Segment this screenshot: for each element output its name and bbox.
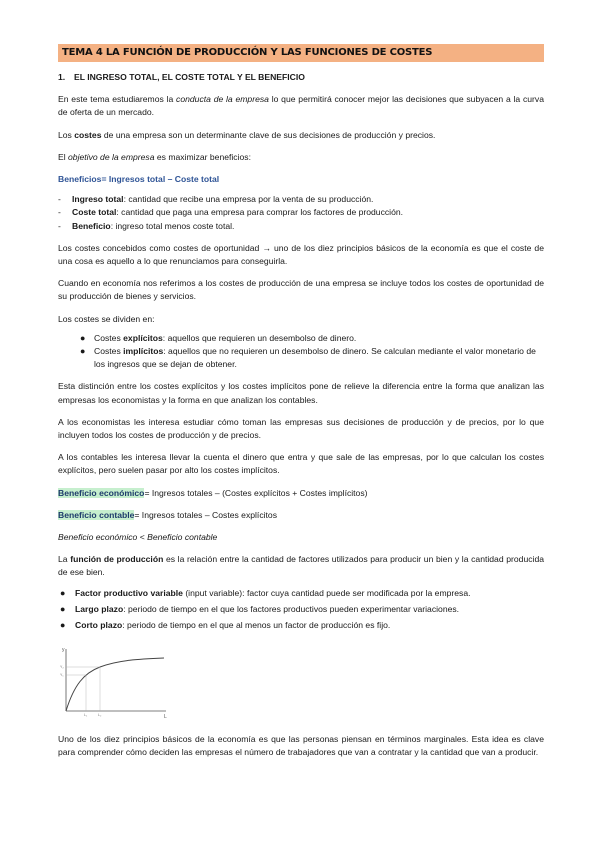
x-axis-label: L	[164, 714, 167, 720]
text: es maximizar beneficios:	[154, 151, 251, 162]
definition: : periodo de tiempo en el que al menos un factor de producción es fijo.	[122, 620, 391, 631]
dash-marker: -	[58, 207, 61, 218]
paragraph-oportunidad: Los costes concebidos como costes de oportunidad → uno de los diez principios básicos de la economía es que el coste de una cosa es aquello a lo que renunciamos para conseguirla.	[58, 242, 544, 267]
text: Los	[58, 129, 75, 140]
tick-label: Y₂	[60, 665, 64, 670]
text: La	[58, 554, 71, 565]
term: Ingreso total	[72, 194, 124, 205]
paragraph-funcion	[58, 553, 544, 579]
bold-text: costes	[74, 129, 102, 140]
list-item	[60, 603, 544, 616]
tick-label: L₁	[84, 713, 88, 718]
tick-label: L₂	[98, 713, 102, 718]
paragraph-objetivo	[58, 151, 544, 164]
text: es la relación entre la cantidad de factores utilizados para producir un bien y la cantidad producida de ese bien.	[58, 554, 544, 578]
formula-text: = Ingresos totales – (Costes explícitos + Costes implícitos)	[144, 487, 368, 498]
formula-text: = Ingresos totales – Costes explícitos	[134, 509, 277, 520]
formula-beneficio-economico	[58, 487, 544, 500]
y-axis-label: y	[62, 647, 65, 654]
paragraph-produccion: Cuando en economía nos referimos a los costes de producción de una empresa se incluye todos los costes de oportunidad de su producción de bienes y servicios.	[58, 278, 544, 302]
highlighted-term: Beneficio contable	[58, 509, 135, 520]
definition: : periodo de tiempo en el que los factores productivos pueden experimentar variaciones.	[123, 603, 460, 614]
section-heading	[58, 71, 544, 84]
paragraph-economistas: A los economistas les interesa estudiar cómo toman las empresas sus decisiones de producción y de precios, por lo que incluyen todos los costes de producción y de precios.	[58, 416, 544, 441]
definition: (input variable): factor cuya cantidad puede ser modificada por la empresa.	[182, 587, 471, 598]
tick-label: Y₁	[60, 673, 64, 678]
paragraph-contables: A los contables les interesa llevar la cuenta el dinero que entra y que sale de las empresas, por lo que calculan los costes explícitos, pero suelen pasar por alto los costes implícitos.	[58, 452, 544, 476]
text: En este tema estudiaremos la	[58, 94, 177, 105]
highlighted-term: Beneficio económico	[58, 487, 145, 498]
paragraph-costes	[58, 129, 544, 142]
definition: : ingreso total menos coste total.	[110, 220, 235, 231]
paragraph-intro	[58, 93, 544, 119]
definition: : cantidad que recibe una empresa por la venta de su producción.	[123, 194, 374, 205]
text: El	[58, 151, 69, 162]
text: Costes	[94, 332, 124, 343]
italic-text: conducta de la empresa	[176, 94, 269, 105]
text: Costes	[94, 346, 124, 357]
definitions-list	[58, 193, 544, 233]
production-function-graph	[60, 645, 170, 719]
list-item	[80, 345, 544, 371]
bullet-icon: ●	[60, 587, 66, 598]
definition: : aquellos que requieren un desembolso de dinero.	[162, 332, 357, 343]
text: lo que permitirá conocer mejor las decisiones que subyacen a la curva de oferta de un mercado.	[58, 94, 544, 118]
section-title: EL INGRESO TOTAL, EL COSTE TOTAL Y EL BENEFICIO	[74, 72, 305, 82]
list-item	[58, 193, 544, 206]
production-curve	[66, 658, 164, 711]
italic-text: Beneficio económico < Beneficio contable	[58, 532, 218, 543]
section-number: 1.	[58, 72, 66, 82]
term: Factor productivo variable	[75, 587, 183, 598]
text: de una empresa son un determinante clave de sus decisiones de producción y precios.	[101, 129, 436, 140]
dash-marker: -	[58, 194, 61, 205]
term: implícitos	[123, 346, 164, 357]
paragraph-dividen: Los costes se dividen en:	[58, 313, 155, 324]
list-item	[80, 332, 544, 345]
list-item	[60, 619, 544, 632]
bullet-icon: ●	[60, 620, 66, 631]
paragraph-distincion: Esta distinción entre los costes explícitos y los costes implícitos pone de relieve la diferencia entre la forma que analizan las empresas los economistas y la forma en que analizan los contables.	[58, 381, 544, 405]
list-item	[58, 206, 544, 219]
comparison-line	[58, 531, 544, 544]
bullet-icon: ●	[80, 332, 86, 343]
term: explícitos	[123, 332, 163, 343]
formula-beneficios: Beneficios= Ingresos total – Coste total	[58, 174, 220, 185]
document-page	[58, 44, 544, 759]
term: Corto plazo	[75, 620, 123, 631]
page-title: TEMA 4 LA FUNCIÓN DE PRODUCCIÓN Y LAS FUNCIONES DE COSTES	[58, 44, 544, 62]
cost-types-list	[58, 332, 544, 372]
bullet-icon: ●	[80, 346, 86, 357]
term: Largo plazo	[75, 603, 124, 614]
list-item	[58, 220, 544, 233]
definition: : aquellos que no requieren un desembolso de dinero. Se calculan mediante el valor monetario de los ingresos que se dejan de obtener.	[94, 346, 536, 370]
bullet-icon: ●	[60, 603, 66, 614]
list-item	[60, 587, 544, 600]
formula-beneficio-contable	[58, 509, 544, 522]
dash-marker: -	[58, 220, 61, 231]
italic-text: objetivo de la empresa	[68, 151, 155, 162]
term: Beneficio	[72, 220, 111, 231]
term: Coste total	[72, 207, 117, 218]
definition: : cantidad que paga una empresa para comprar los factores de producción.	[116, 207, 404, 218]
factors-list	[58, 587, 544, 633]
bold-text: función de producción	[70, 554, 164, 565]
paragraph-marginales: Uno de los diez principios básicos de la economía es que las personas piensan en términos marginales. Esta idea es clave para comprender cómo deciden las empresas el número de trabajadores que van a contratar y la cantidad que van a producir.	[58, 733, 544, 757]
